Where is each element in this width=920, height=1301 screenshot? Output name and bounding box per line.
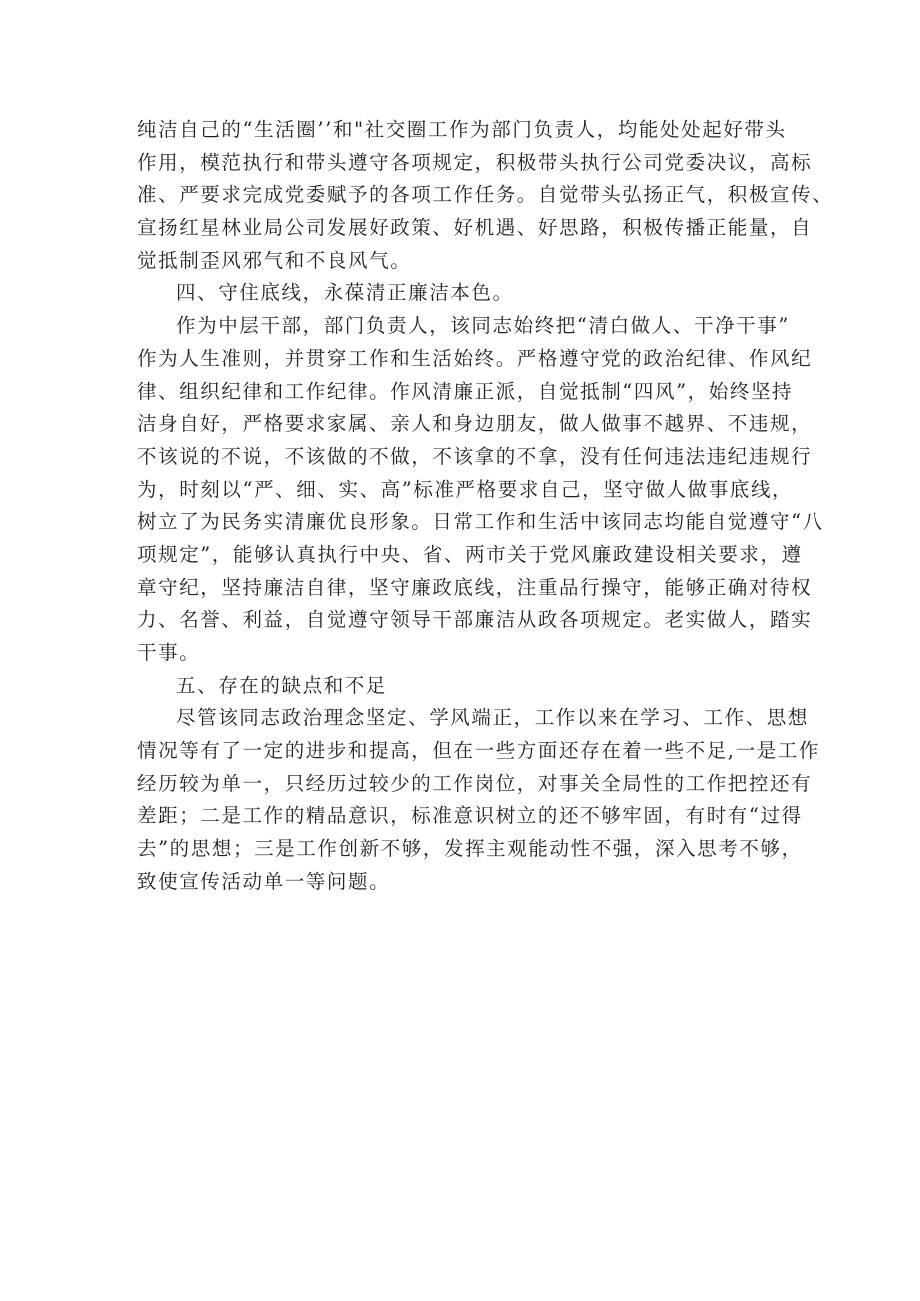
document-body [137, 114, 834, 899]
paragraph-line: 作用，模范执行和带头遵守各项规定，积极带头执行公司党委决议，高标 [137, 150, 813, 174]
paragraph-line: 为，时刻以“严、细、实、高”标准严格要求自己，坚守做人做事底线， [137, 477, 794, 501]
paragraph-line: 宣扬红星林业局公司发展好政策、好机遇、好思路，积极传播正能量，自 [137, 216, 813, 240]
paragraph-first-line: 四、守住底线，永葆清正廉洁本色。 [176, 281, 514, 305]
paragraph-line: 致使宣传活动单一等问题。 [137, 869, 391, 893]
paragraph-line: 经历较为单一，只经历过较少的工作岗位，对事关全局性的工作把控还有 [137, 771, 813, 795]
paragraph-line: 力、名誉、利益，自觉遵守领导干部廉洁从政各项规定。老实做人，踏实 [137, 608, 813, 632]
paragraph-line: 律、组织纪律和工作纪律。作风清廉正派，自觉抵制“四风”，始终坚持 [137, 379, 794, 403]
paragraph-line: 差距；二是工作的精品意识，标准意识树立的还不够牢固，有时有“过得 [137, 804, 803, 828]
paragraph-line: 树立了为民务实清廉优良形象。日常工作和生活中该同志均能自觉遵守“八 [137, 510, 824, 534]
paragraph-line: 纯洁自己的“生活圈’’和"社交圈工作为部门负责人，均能处处起好带头 [137, 118, 787, 141]
paragraph-line: 情况等有了一定的进步和提高，但在一些方面还存在着一些不足,一是工作 [137, 739, 820, 763]
paragraph-line: 不该说的不说，不该做的不做，不该拿的不拿，没有任何违法违纪违规行 [137, 444, 813, 468]
paragraph-line: 干事。 [137, 641, 201, 664]
paragraph-line: 项规定”，能够认真执行中央、省、两市关于党风廉政建设相关要求，遵 [137, 542, 803, 566]
paragraph-first-line: 尽管该同志政治理念坚定、学风端正，工作以来在学习、工作、思想 [176, 706, 810, 730]
paragraph-line: 准、严要求完成党委赋予的各项工作任务。自觉带头弘扬正气，积极宣传、 [137, 183, 834, 207]
paragraph-line: 章守纪，坚持廉洁自律，坚守廉政底线，注重品行操守，能够正确对待权 [137, 575, 813, 599]
paragraph-first-line: 作为中层干部，部门负责人，该同志始终把“清白做人、干净干事” [176, 314, 790, 338]
paragraph-line: 去”的思想；三是工作创新不够，发挥主观能动性不强，深入思考不够， [137, 837, 803, 861]
paragraph-line: 觉抵制歪风邪气和不良风气。 [137, 248, 412, 272]
paragraph-line: 洁身自好，严格要求家属、亲人和身边朋友，做人做事不越界、不违规， [137, 412, 813, 436]
paragraph-first-line: 五、存在的缺点和不足 [176, 673, 388, 697]
paragraph-line: 作为人生准则，并贯穿工作和生活始终。严格遵守党的政治纪律、作风纪 [137, 346, 813, 370]
